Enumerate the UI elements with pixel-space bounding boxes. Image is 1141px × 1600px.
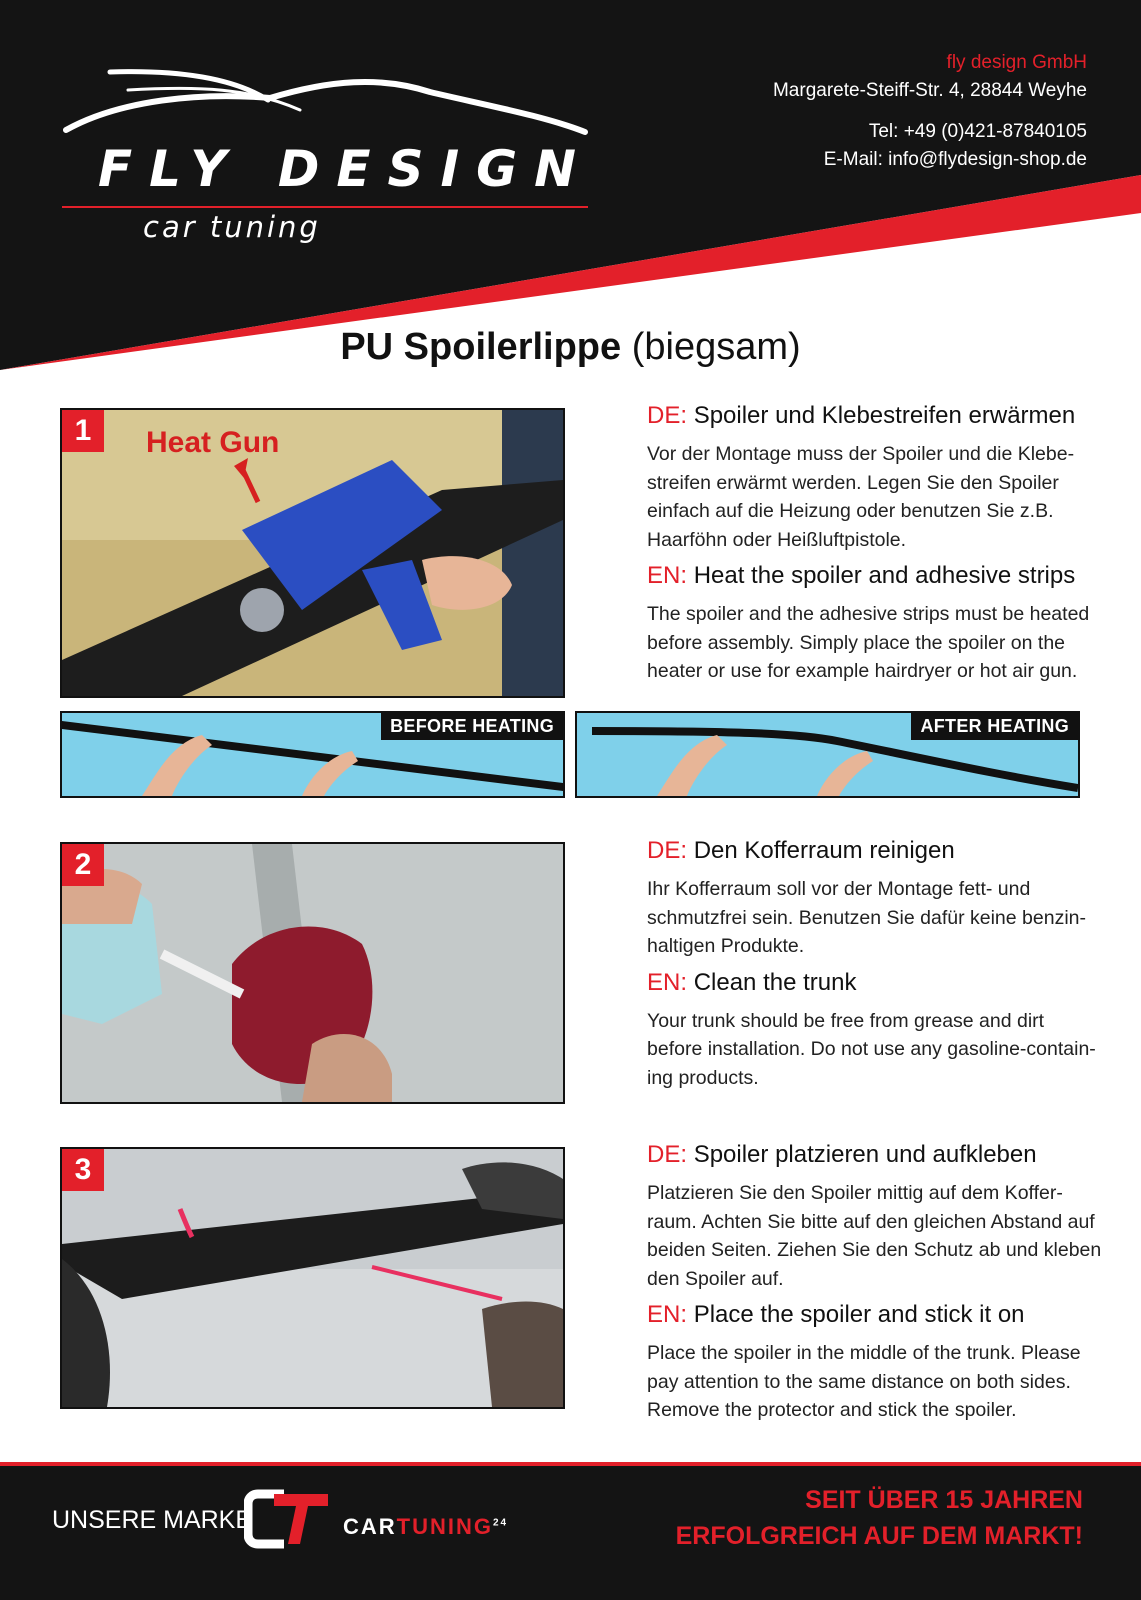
step1-de-heading: DE: Spoiler und Klebestreifen erwärmen bbox=[647, 402, 1076, 429]
after-heating-photo bbox=[575, 711, 1080, 798]
step2-text bbox=[647, 837, 1096, 1100]
step-number-1: 1 bbox=[62, 410, 104, 452]
company-name: fly design GmbH bbox=[946, 52, 1087, 73]
step1-en-heading: EN: Heat the spoiler and adhesive strips bbox=[647, 562, 1076, 589]
after-heating-label: AFTER HEATING bbox=[911, 713, 1078, 740]
step3-text bbox=[647, 1141, 1102, 1433]
step1-de-body: Vor der Montage muss der Spoiler und die Klebe- streifen erwärmt werden. Legen Sie den Spoiler einfach auf die Heizung oder benutzen Sie z.B. Haarföhn oder Heißluftpistole. bbox=[647, 443, 1075, 551]
slogan-line-2: ERFOLGREICH AUF DEM MARKT! bbox=[675, 1522, 1083, 1550]
ct-logo-icon bbox=[244, 1488, 330, 1550]
step1-en-body: The spoiler and the adhesive strips must be heated before assembly. Simply place the spoiler on the heater or use for example hairdryer or hot air gun. bbox=[647, 603, 1090, 682]
heat-gun-label: Heat Gun bbox=[146, 426, 280, 459]
step2-photo bbox=[60, 842, 565, 1104]
step-number-2: 2 bbox=[62, 844, 104, 886]
title-bold: PU Spoilerlippe bbox=[340, 326, 622, 368]
company-email: E-Mail: info@flydesign-shop.de bbox=[823, 149, 1087, 170]
our-brand-label: UNSERE MARKE bbox=[52, 1506, 253, 1534]
title-rest: (biegsam) bbox=[621, 326, 801, 368]
before-heating-label: BEFORE HEATING bbox=[381, 713, 563, 740]
step3-en-heading: EN: Place the spoiler and stick it on bbox=[647, 1301, 1025, 1328]
step2-de-heading: DE: Den Kofferraum reinigen bbox=[647, 837, 955, 864]
step3-de-body: Platzieren Sie den Spoiler mittig auf dem Koffer- raum. Achten Sie bitte auf den gleichen Abstand auf beiden Seiten. Ziehen Sie den Schutz ab und kleben den Spoiler auf. bbox=[647, 1182, 1102, 1290]
step1-photo bbox=[60, 408, 565, 698]
step2-en-heading: EN: Clean the trunk bbox=[647, 968, 857, 996]
logo-subtitle: car tuning bbox=[143, 210, 321, 244]
cartuning-brand: CARTUNING$^{24}$ bbox=[343, 1514, 509, 1539]
step3-de-heading: DE: Spoiler platzieren und aufkleben bbox=[647, 1141, 1037, 1168]
step3-photo bbox=[60, 1147, 565, 1409]
logo-title: FLY DESIGN bbox=[98, 140, 593, 198]
before-heating-photo bbox=[60, 711, 565, 798]
step-number-3: 3 bbox=[62, 1149, 104, 1191]
footer bbox=[0, 1462, 1141, 1600]
step2-de-body: Ihr Kofferraum soll vor der Montage fett- und schmutzfrei sein. Benutzen Sie dafür keine benzin- haltigen Produkte. bbox=[647, 878, 1086, 957]
company-address: Margarete-Steiff-Str. 4, 28844 Weyhe bbox=[772, 80, 1087, 101]
company-phone: Tel: +49 (0)421-87840105 bbox=[868, 121, 1087, 142]
step3-en-body: Place the spoiler in the middle of the trunk. Please pay attention to the same distance on both sides. Remove the protector and stick the spoiler. bbox=[647, 1342, 1081, 1421]
page-title bbox=[0, 326, 1141, 369]
step1-text bbox=[647, 402, 1090, 694]
step2-en-body: Your trunk should be free from grease and dirt before installation. Do not use any gasoline-contain- ing products. bbox=[647, 1009, 1096, 1089]
slogan-line-1: SEIT ÜBER 15 JAHREN bbox=[805, 1486, 1083, 1514]
